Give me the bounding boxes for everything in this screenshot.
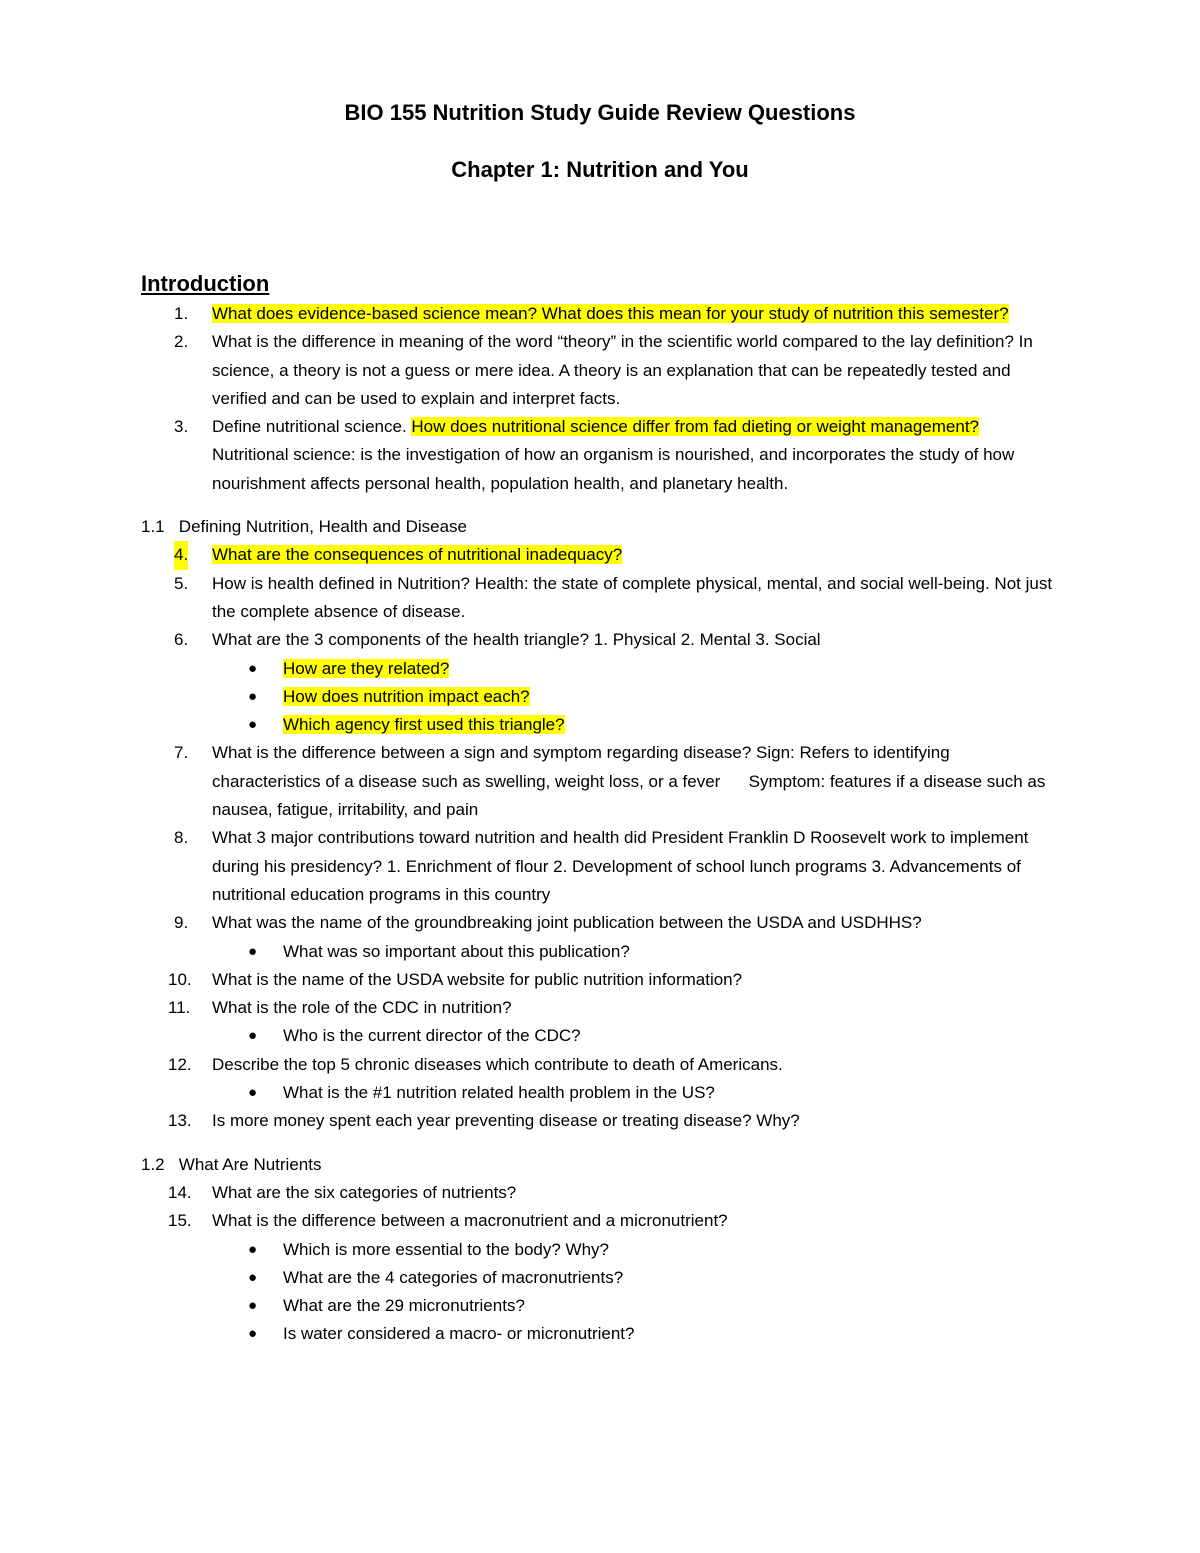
bullet-text: What are the 29 micronutrients? [283, 1296, 525, 1316]
question-15 [0, 1207, 1062, 1235]
question-number: 5. [174, 573, 189, 593]
section-heading-1-2: 1.2 What Are Nutrients [141, 1154, 322, 1174]
question-13 [0, 1107, 1062, 1135]
bullet-icon: ● [248, 942, 258, 960]
question-14 [0, 1179, 1062, 1207]
question-text: What 3 major contributions toward nutrition and health did President Franklin D Roosevelt work to implement during his presidency? 1. Enrichment of flour 2. Development of school lunch programs 3. Advancements of nutritional education programs in this country [212, 828, 1029, 904]
question-number: 2. [174, 332, 189, 352]
section-heading-1-1: 1.1 Defining Nutrition, Health and Disease [141, 517, 468, 537]
question-text: What does evidence-based science mean? What does this mean for your study of nutrition this semester? [212, 304, 1009, 323]
question-text: Is more money spent each year preventing disease or treating disease? Why? [212, 1111, 800, 1131]
question-text: What was the name of the groundbreaking joint publication between the USDA and USDHHS? [212, 913, 922, 933]
bullet-item [0, 1022, 1063, 1050]
bullet-item [0, 938, 1063, 966]
question-7 [0, 739, 1062, 824]
bullet-text: What are the 4 categories of macronutrients? [283, 1267, 624, 1287]
bullet-item [0, 1236, 1063, 1264]
question-text: What are the six categories of nutrients? [212, 1182, 517, 1202]
bullet-icon: ● [248, 1240, 258, 1258]
question-number: 14. [168, 1182, 192, 1202]
section-heading-introduction: Introduction [141, 271, 270, 296]
question-number: 9. [174, 913, 189, 933]
question-number: 13. [168, 1111, 192, 1131]
question-9 [0, 909, 1062, 937]
answer-text: Nutritional science: is the investigation of how an organism is nourished, and incorporates the study of how nourishment affects personal health, population health, and planetary health. [212, 417, 1020, 493]
question-number: 4. [174, 541, 188, 569]
question-number: 3. [174, 417, 189, 437]
question-text: What is the difference between a sign and symptom regarding disease? Sign: Refers to identifying characteristics of a disease such as swelling, weight loss, or a fever Symptom: features if a disease such as nausea, fatigue, irritability, and pain [212, 743, 1051, 820]
bullet-item [0, 655, 1063, 683]
question-3 [0, 413, 1062, 498]
question-text: What are the 3 components of the health triangle? 1. Physical 2. Mental 3. Social [212, 630, 821, 650]
question-12 [0, 1051, 1062, 1079]
bullet-text: What was so important about this publication? [283, 941, 630, 961]
question-text: Define nutritional science. [212, 417, 412, 437]
bullet-icon: ● [248, 716, 258, 734]
question-8 [0, 824, 1062, 909]
bullet-text: What is the #1 nutrition related health problem in the US? [283, 1083, 715, 1103]
bullet-text: Which agency first used this triangle? [283, 715, 565, 735]
bullet-icon: ● [248, 1027, 258, 1045]
question-11 [0, 994, 1062, 1022]
question-number: 6. [174, 630, 189, 650]
question-text: What is the difference in meaning of the word “theory” in the scientific world compared to the lay definition? In science, a theory is not a guess or mere idea. A theory is an explanation that can be repeatedly tested and verified and can be used to explain and interpret facts. [212, 332, 1033, 408]
question-number: 1. [174, 304, 189, 323]
question-text: What is the difference between a macronutrient and a micronutrient? [212, 1211, 728, 1231]
bullet-text: Who is the current director of the CDC? [283, 1026, 581, 1046]
question-text: How is health defined in Nutrition? Health: the state of complete physical, mental, and social well-being. Not just the complete absence of disease. [212, 573, 1053, 621]
bullet-item [0, 1320, 1063, 1348]
question-number: 10. [168, 969, 192, 989]
bullet-icon: ● [248, 1268, 258, 1286]
question-number: 15. [168, 1211, 192, 1231]
bullet-icon: ● [248, 1297, 258, 1315]
bullet-icon: ● [248, 1084, 258, 1102]
question-text: Describe the top 5 chronic diseases which contribute to death of Americans. [212, 1054, 783, 1074]
question-4 [0, 541, 1062, 569]
bullet-item [0, 1079, 1063, 1107]
question-text: What is the name of the USDA website for public nutrition information? [212, 969, 743, 989]
question-10 [0, 966, 1062, 994]
question-6 [0, 626, 1062, 654]
bullet-text: How does nutrition impact each? [283, 686, 530, 706]
bullet-item [0, 683, 1063, 711]
question-text-highlighted: How does nutritional science differ from fad dieting or weight management? [411, 417, 979, 437]
bullet-item [0, 1264, 1063, 1292]
bullet-icon: ● [248, 687, 258, 705]
bullet-item [0, 711, 1063, 739]
question-text: What is the role of the CDC in nutrition? [212, 998, 512, 1018]
question-number: 12. [168, 1054, 192, 1074]
document-body [0, 300, 1200, 1349]
question-5 [0, 570, 1062, 627]
chapter-title: Chapter 1: Nutrition and You [451, 157, 749, 182]
bullet-text: How are they related? [283, 658, 450, 678]
question-text: What are the consequences of nutritional inadequacy? [212, 545, 623, 565]
document-title: BIO 155 Nutrition Study Guide Review Questions [344, 100, 856, 125]
bullet-text: Is water considered a macro- or micronutrient? [283, 1324, 635, 1344]
question-1 [0, 300, 1062, 328]
question-number: 7. [174, 743, 189, 763]
question-number: 8. [174, 828, 189, 848]
question-2 [0, 328, 1062, 413]
bullet-item [0, 1292, 1063, 1320]
bullet-text: Which is more essential to the body? Why? [283, 1239, 609, 1259]
question-number: 11. [168, 998, 191, 1018]
bullet-icon: ● [248, 1325, 258, 1343]
bullet-icon: ● [248, 659, 258, 677]
